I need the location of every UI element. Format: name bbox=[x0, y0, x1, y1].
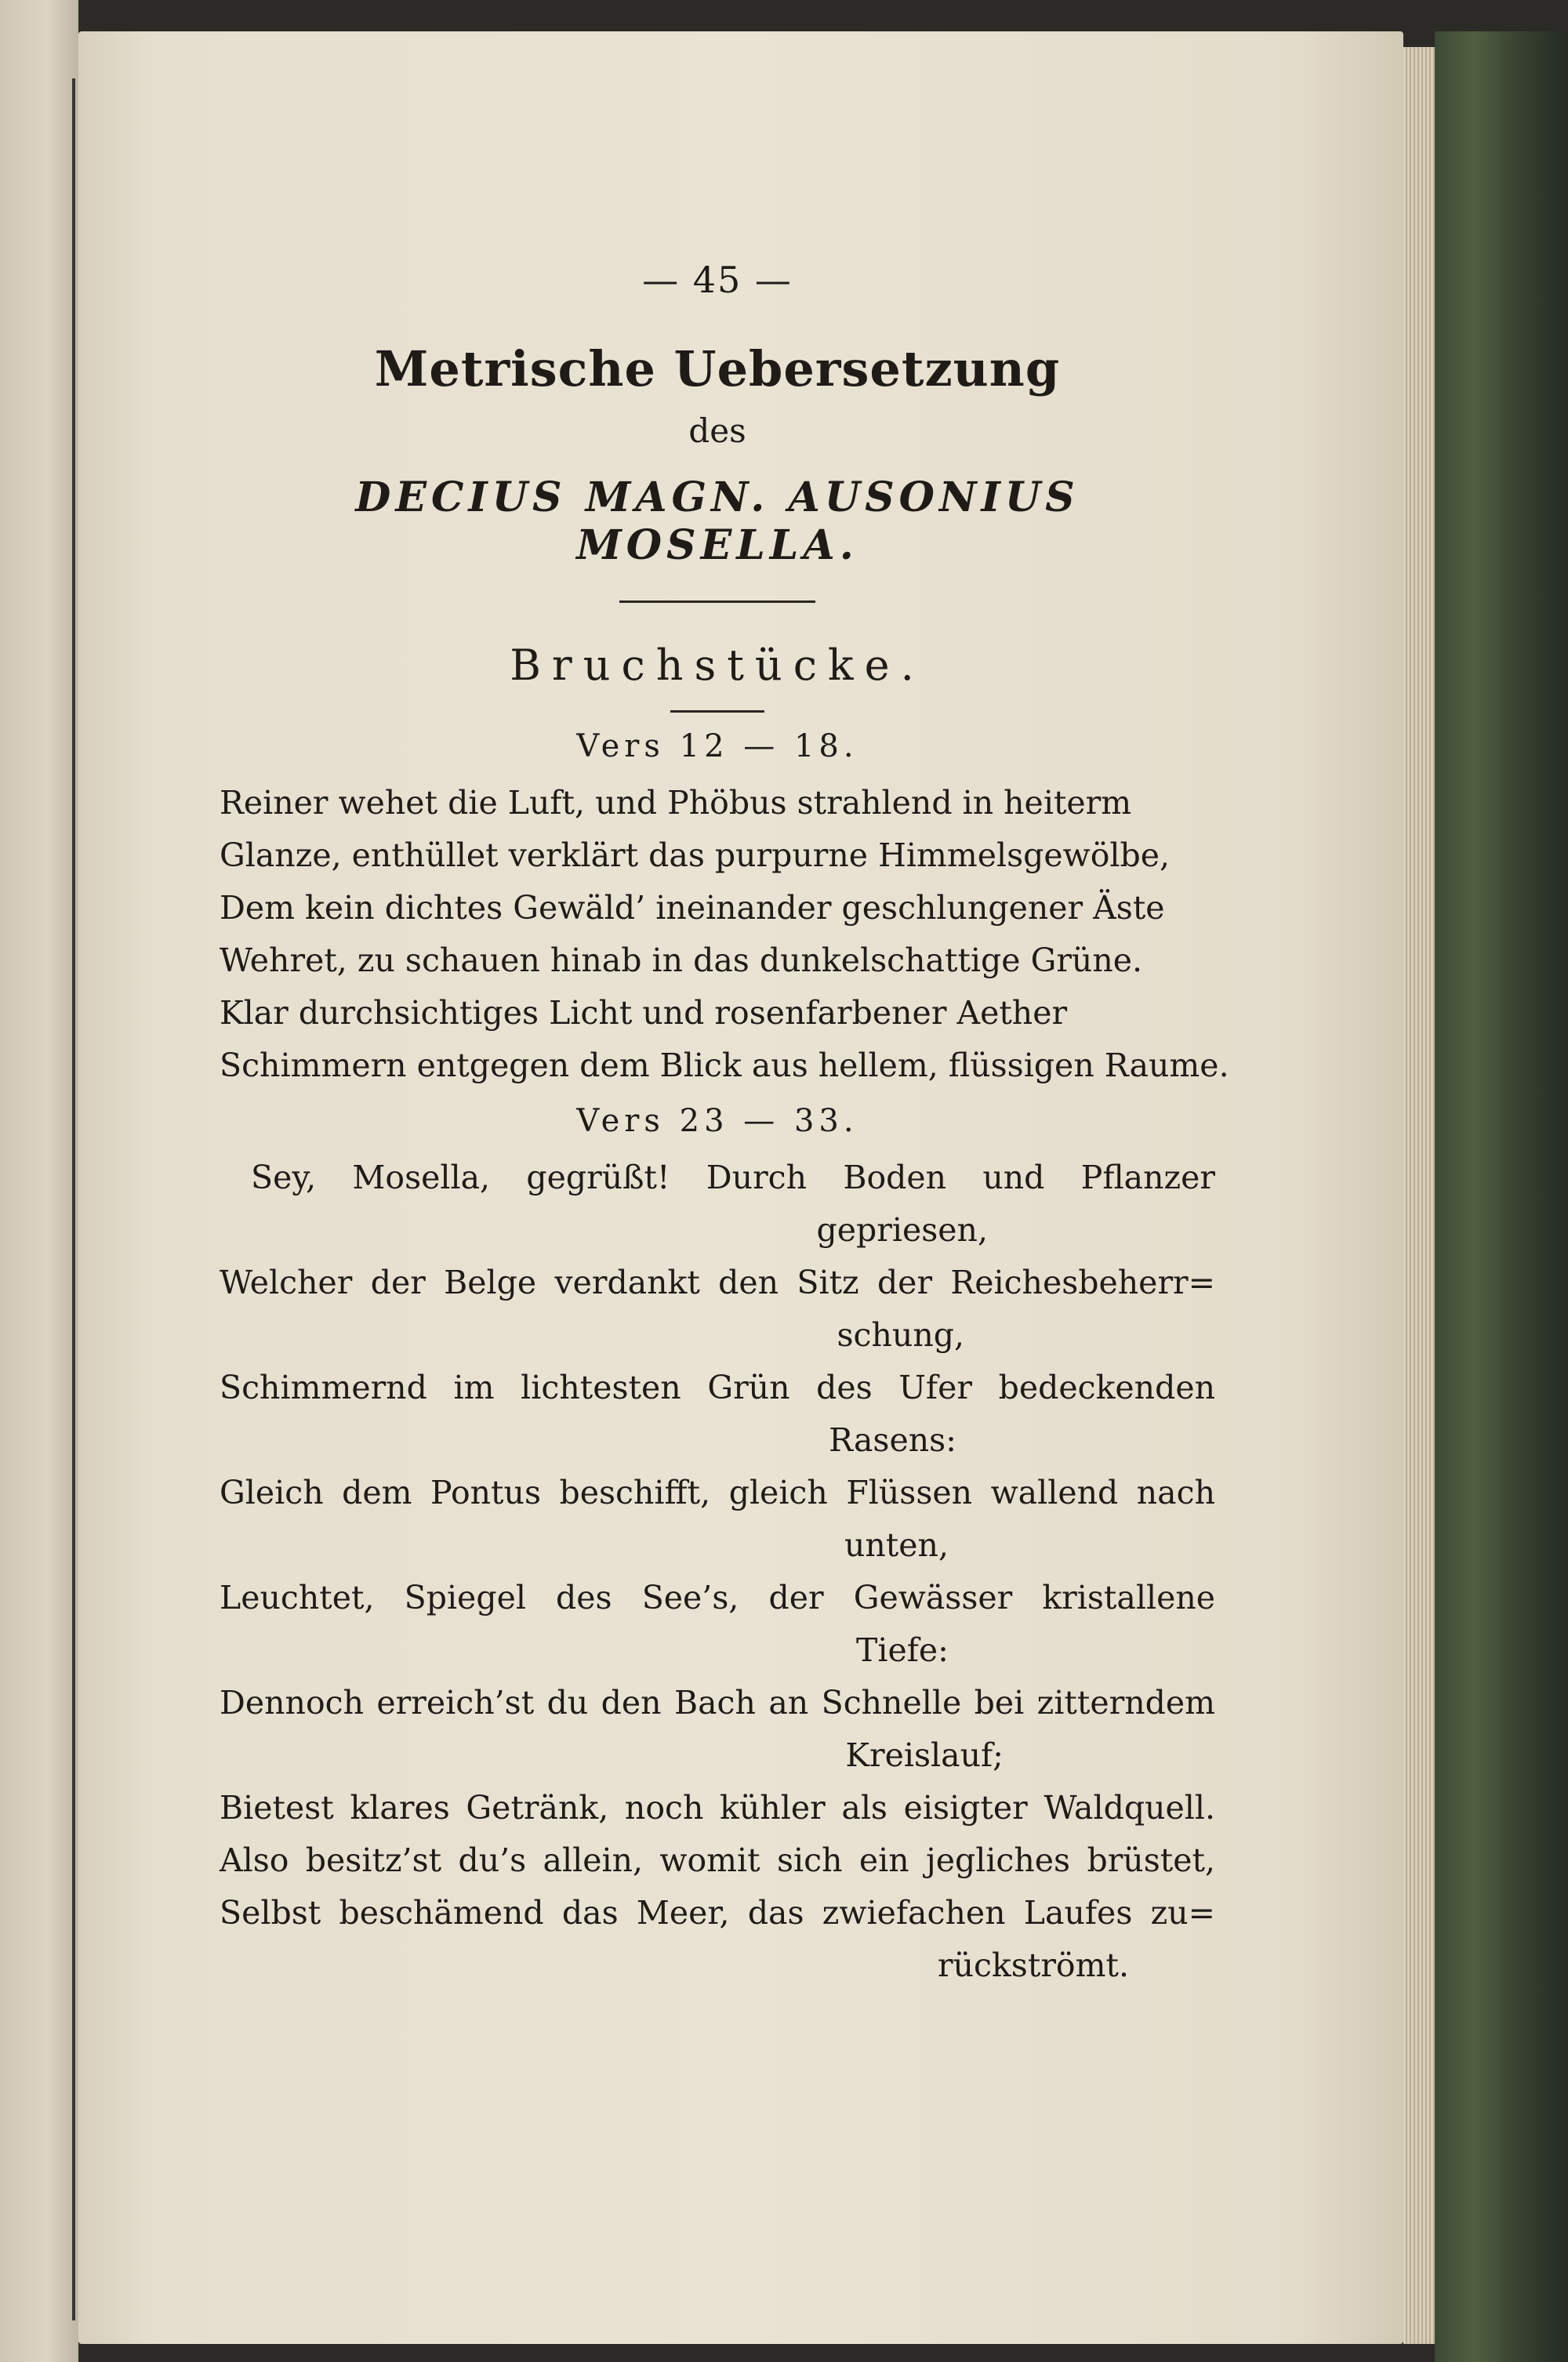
stanza-1 bbox=[220, 777, 1229, 1092]
stanza-heading: Vers 12 — 18. bbox=[576, 728, 858, 764]
left-page-edge bbox=[0, 0, 78, 2362]
title-divider bbox=[619, 600, 815, 603]
verse-line: Klar durchsichtiges Licht und rosenfarbener Aether bbox=[220, 994, 1068, 1032]
verse-line: Sey, Mosella, gegrüßt! Durch Boden und Pflanzer bbox=[251, 1159, 1215, 1196]
verse-line: Welcher der Belge verdankt den Sitz der Reichesbeherr= bbox=[220, 1264, 1215, 1301]
verse-line: Reiner wehet die Luft, und Phöbus strahlend in heiterm bbox=[220, 784, 1132, 822]
verse-continuation: gepriesen, bbox=[816, 1211, 988, 1249]
verse-line: Glanze, enthüllet verklärt das purpurne Himmelsgewölbe, bbox=[220, 836, 1171, 874]
gutter-line bbox=[72, 78, 75, 2320]
verse-line: Selbst beschämend das Meer, das zwiefachen Laufes zu= bbox=[220, 1894, 1215, 1932]
verse-continuation: rückströmt. bbox=[938, 1947, 1129, 1984]
page-title: Metrische Uebersetzung bbox=[374, 340, 1061, 397]
title-connector: des bbox=[688, 412, 746, 450]
verse-line: Schimmern entgegen dem Blick aus hellem, flüssigen Raume. bbox=[220, 1047, 1229, 1084]
verse-continuation: Tiefe: bbox=[856, 1631, 949, 1669]
stanza-heading: Vers 23 — 33. bbox=[576, 1103, 858, 1139]
verse-line: Dem kein dichtes Gewäld’ ineinander geschlungener Äste bbox=[220, 889, 1165, 927]
verse-line: Bietest klares Getränk, noch kühler als eisigter Waldquell. bbox=[220, 1789, 1215, 1827]
verse-continuation: unten, bbox=[844, 1526, 949, 1564]
section-divider bbox=[670, 710, 764, 713]
work-title: DECIUS MAGN. AUSONIUS MOSELLA. bbox=[355, 473, 1080, 569]
verse-line: Gleich dem Pontus beschifft, gleich Flüssen wallend nach bbox=[220, 1474, 1215, 1511]
verse-continuation: schung, bbox=[837, 1316, 964, 1354]
verse-line: Wehret, zu schauen hinab in das dunkelschattige Grüne. bbox=[220, 942, 1143, 979]
page-content bbox=[220, 259, 1229, 1992]
verse-continuation: Kreislauf; bbox=[845, 1736, 1004, 1774]
verse-line: Leuchtet, Spiegel des See’s, der Gewässer kristallene bbox=[220, 1579, 1215, 1616]
verse-line: Dennoch erreich’st du den Bach an Schnelle bei zitterndem bbox=[220, 1684, 1215, 1722]
verse-continuation: Rasens: bbox=[829, 1421, 956, 1459]
verse-line: Schimmernd im lichtesten Grün des Ufer bedeckenden bbox=[220, 1369, 1215, 1406]
section-title: Bruchstücke. bbox=[510, 640, 925, 690]
book-cover-edge bbox=[1435, 31, 1568, 2362]
page-edges bbox=[1403, 47, 1435, 2344]
stanza-2 bbox=[220, 1152, 1215, 1992]
verse-line: Also besitz’st du’s allein, womit sich ein jegliches brüstet, bbox=[220, 1841, 1215, 1879]
page-number: — 45 — bbox=[642, 259, 793, 301]
